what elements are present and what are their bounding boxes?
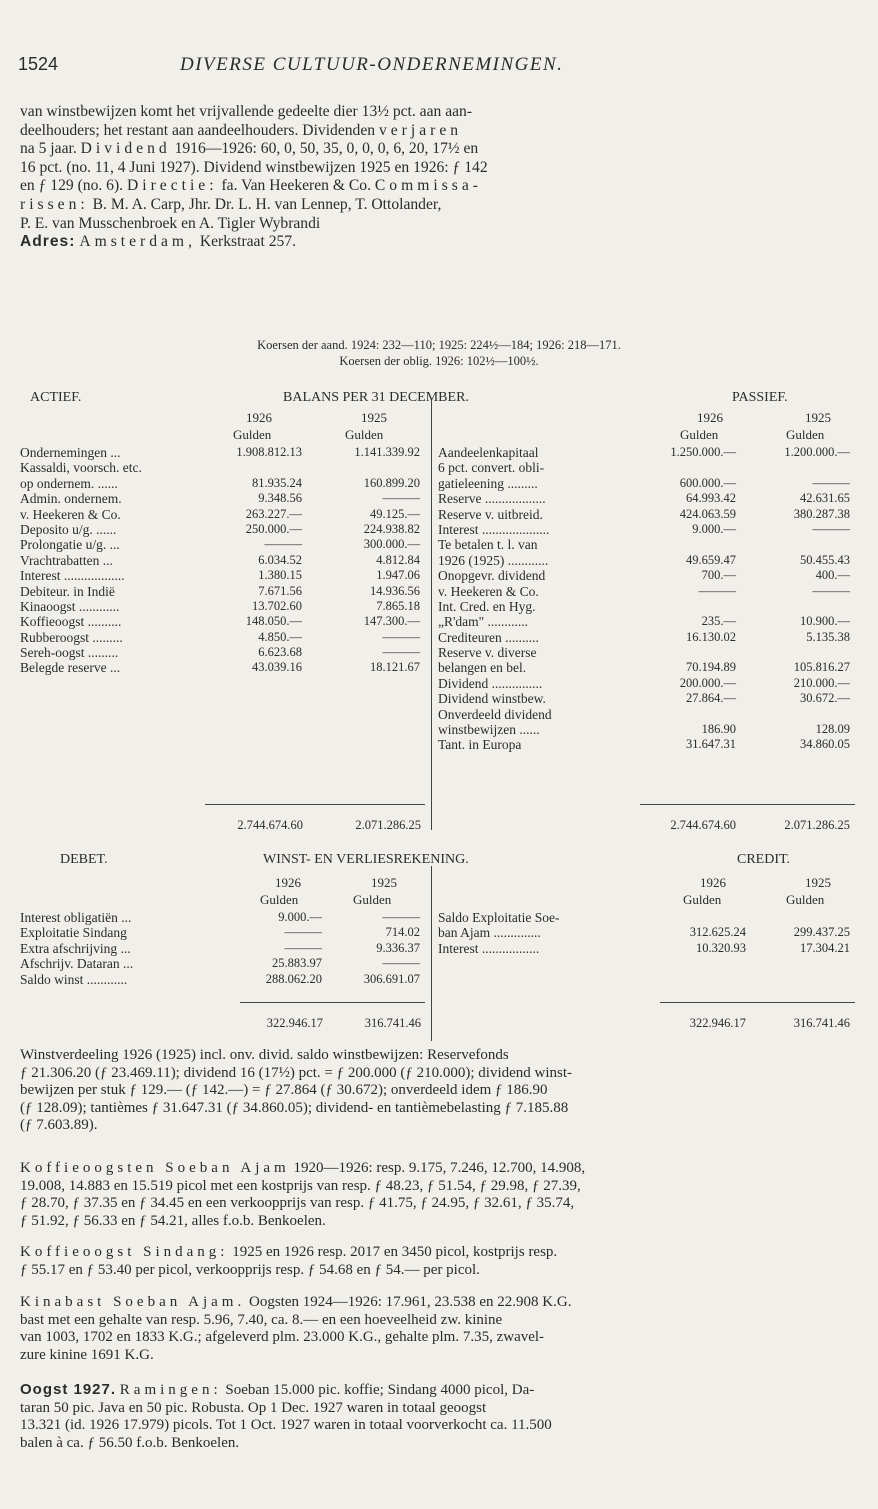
actief-total-1926: 2.744.674.60 (237, 818, 303, 832)
running-title: DIVERSE CULTUUR-ONDERNEMINGEN. (180, 54, 564, 75)
value-1926: ——— (284, 925, 322, 940)
debet-total-1925: 316.741.46 (364, 1016, 421, 1030)
value-1925: 400.— (815, 568, 850, 583)
text-line: 16 pct. (no. 11, 4 Juni 1927). Dividend winstbewijzen 1925 en 1926: ƒ 142 (20, 158, 488, 176)
unit: Gulden (345, 427, 384, 442)
table-row (20, 507, 428, 522)
row-label: Afschrijv. Dataran ... (20, 956, 134, 972)
row-label: Onopgevr. dividend (438, 568, 546, 584)
table-row (438, 460, 858, 475)
row-label: Interest ................. (438, 940, 540, 956)
value-1925: 160.899.20 (363, 475, 420, 490)
value-1926: 6.623.68 (258, 645, 302, 660)
table-row (20, 941, 428, 956)
table-row (20, 445, 428, 460)
text-line: ƒ 21.306.20 (ƒ 23.469.11); dividend 16 (17½) pct. = ƒ 200.000 (ƒ 210.000); dividend winst- (20, 1064, 573, 1081)
koersen-aand: Koersen der aand. 1924: 232—110; 1925: 224½—184; 1926: 218—171. (257, 338, 621, 352)
row-label: Te betalen t. l. van (438, 537, 538, 553)
row-label: Deposito u/g. ...... (20, 521, 117, 537)
credit-total-1926: 322.946.17 (689, 1016, 746, 1030)
value-1925: 714.02 (385, 925, 420, 940)
value-1925: 147.300.— (363, 614, 420, 629)
text-line: 13.321 (id. 1926 17.979) picols. Tot 1 Oct. 1927 waren in totaal voorverkocht ca. 11.500 (20, 1417, 552, 1433)
unit: Gulden (683, 892, 722, 907)
value-1925: 1.200.000.— (784, 445, 850, 459)
value-1926: 263.227.— (245, 506, 302, 521)
passief-total-1925: 2.071.286.25 (784, 818, 850, 832)
row-label: Interest .................. (20, 568, 125, 584)
value-1925: 224.938.82 (363, 521, 420, 536)
row-label: Reserve v. diverse (438, 645, 537, 661)
value-1925: 30.672.— (800, 691, 850, 706)
row-label: 6 pct. convert. obli- (438, 460, 545, 476)
value-1926: 64.993.42 (686, 491, 736, 506)
value-1925: 9.336.37 (376, 940, 420, 955)
row-label: „R'dam" ............ (438, 614, 529, 630)
table-row (20, 910, 428, 925)
passief-total-1926: 2.744.674.60 (670, 818, 736, 832)
table-row (20, 614, 428, 629)
value-1926: 235.— (701, 614, 736, 629)
winst-title: WINST- EN VERLIESREKENING. (263, 852, 469, 867)
year-1925: 1925 (805, 410, 831, 425)
table-row (20, 660, 428, 675)
value-1925: 105.816.27 (793, 660, 850, 675)
value-1925: 128.09 (815, 722, 850, 737)
table-row (20, 553, 428, 568)
value-1926: 9.000.— (278, 910, 322, 924)
table-row (20, 925, 428, 940)
text-line: bast met een gehalte van resp. 5.96, 7.40, ca. 8.— en een hoeveelheid zw. kinine (20, 1311, 503, 1328)
value-1926: 16.130.02 (686, 629, 736, 644)
value-1925: ——— (382, 956, 420, 971)
divider (431, 400, 432, 830)
value-1926: 148.050.— (245, 614, 302, 629)
table-row (20, 476, 428, 491)
text-line: deelhouders; het restant aan aandeelhouders. Dividenden verjaren (20, 121, 463, 139)
intro-paragraph (20, 103, 862, 252)
row-label: winstbewijzen ...... (438, 722, 540, 738)
value-1926: 1.250.000.— (670, 445, 736, 459)
text-line: ƒ 28.70, ƒ 37.35 en ƒ 34.45 en een verkoopprijs van resp. ƒ 41.75, ƒ 24.95, ƒ 32.61, ƒ 35.74, (20, 1195, 575, 1211)
unit: Gulden (786, 427, 825, 442)
page-header (0, 54, 878, 80)
table-row (438, 476, 858, 491)
winstverdeeling-paragraph (20, 1047, 862, 1135)
table-row (438, 691, 858, 706)
table-row (438, 737, 858, 752)
value-1926: 10.320.93 (696, 940, 746, 955)
text-line: Oogst 1927. Ramingen: Soeban 15.000 pic. koffie; Sindang 4000 picol, Da- (20, 1381, 535, 1398)
value-1925: 300.000.— (363, 537, 420, 552)
table-row (20, 491, 428, 506)
row-label: Exploitatie Sindang (20, 925, 127, 941)
credit-title: CREDIT. (737, 852, 791, 867)
row-label: 1926 (1925) ............ (438, 552, 549, 568)
table-row (438, 491, 858, 506)
row-label: op ondernem. ...... (20, 475, 118, 491)
row-label: Belegde reserve ... (20, 660, 121, 676)
row-label: Saldo Exploitatie Soe- (438, 910, 560, 925)
table-row (20, 537, 428, 552)
value-1925: ——— (812, 475, 850, 490)
table-row (20, 460, 428, 475)
table-row (438, 910, 858, 925)
row-label: Koffieoogst .......... (20, 614, 122, 630)
value-1925: 18.121.67 (370, 660, 420, 675)
row-label: Sereh-oogst ......... (20, 645, 119, 661)
text-line: bewijzen per stuk ƒ 129.— (ƒ 142.—) = ƒ 27.864 (ƒ 30.672); onverdeeld idem ƒ 186.90 (20, 1082, 548, 1098)
row-label: gatieleening ......... (438, 475, 538, 491)
row-label: Admin. ondernem. (20, 491, 122, 507)
page-number: 1524 (18, 54, 59, 74)
year-1926: 1926 (700, 875, 726, 890)
value-1925: 49.125.— (370, 506, 420, 521)
credit-table (438, 910, 858, 956)
unit: Gulden (680, 427, 719, 442)
text-line: balen à ca. ƒ 56.50 f.o.b. Benkoelen. (20, 1434, 240, 1451)
table-row (438, 676, 858, 691)
debet-title: DEBET. (60, 852, 108, 867)
year-1926: 1926 (246, 410, 272, 425)
text-line: zure kinine 1691 K.G. (20, 1346, 154, 1363)
table-row (438, 445, 858, 460)
value-1926: 13.702.60 (252, 598, 302, 613)
value-1926: 9.000.— (692, 521, 736, 536)
value-1925: 4.812.84 (376, 552, 420, 567)
text-line: (ƒ 128.09); tantièmes ƒ 31.647.31 (ƒ 34.860.05); dividend- en tantièmebelasting ƒ 7.185.88 (20, 1099, 569, 1116)
value-1925: ——— (812, 583, 850, 598)
value-1926: 4.850.— (258, 629, 302, 644)
table-row (438, 568, 858, 583)
koffie-soeban-paragraph (20, 1160, 862, 1230)
total-rule (660, 1002, 855, 1003)
text-line: rissen: B. M. A. Carp, Jhr. Dr. L. H. van Lennep, T. Ottolander, (20, 195, 442, 213)
debet-total-1926: 322.946.17 (266, 1016, 323, 1030)
divider (431, 866, 432, 1041)
text-line: Koffieoogsten Soeban Ajam 1920—1926: resp. 9.175, 7.246, 12.700, 14.908, (20, 1160, 586, 1176)
row-label: Onverdeeld dividend (438, 706, 552, 722)
table-row (438, 507, 858, 522)
row-label: Extra afschrijving ... (20, 940, 131, 956)
balans-title: BALANS PER 31 DECEMBER. (283, 390, 469, 405)
value-1926: ——— (284, 940, 322, 955)
address-line: Adres: Amsterdam, Kerkstraat 257. (20, 233, 297, 251)
table-row (438, 722, 858, 737)
value-1926: 312.625.24 (689, 925, 746, 940)
row-label: Reserve v. uitbreid. (438, 506, 543, 522)
value-1925: 210.000.— (793, 675, 850, 690)
unit: Gulden (233, 427, 272, 442)
row-label: Kassaldi, voorsch. etc. (20, 460, 142, 476)
value-1925: ——— (382, 910, 420, 924)
row-label: Saldo winst ............ (20, 971, 128, 987)
row-label: Rubberoogst ......... (20, 629, 123, 645)
value-1926: 25.883.97 (272, 956, 322, 971)
row-label: Int. Cred. en Hyg. (438, 598, 536, 614)
table-row (438, 553, 858, 568)
value-1926: 600.000.— (679, 475, 736, 490)
value-1926: 288.062.20 (265, 971, 322, 986)
value-1926: 250.000.— (245, 521, 302, 536)
value-1926: 27.864.— (686, 691, 736, 706)
kinabast-paragraph (20, 1294, 862, 1364)
table-row (20, 522, 428, 537)
text-line: Koffieoogst Sindang: 1925 en 1926 resp. 2017 en 3450 picol, kostprijs resp. (20, 1244, 558, 1260)
table-row (438, 522, 858, 537)
value-1925: 1.141.339.92 (354, 445, 420, 459)
koersen-oblig: Koersen der oblig. 1926: 102½—100½. (339, 354, 539, 368)
table-row (438, 660, 858, 675)
text-line: Winstverdeeling 1926 (1925) incl. onv. divid. saldo winstbewijzen: Reservefonds (20, 1047, 509, 1063)
value-1926: 1.908.812.13 (236, 445, 302, 459)
table-row (20, 645, 428, 660)
passief-title: PASSIEF. (732, 390, 788, 405)
actief-title: ACTIEF. (30, 390, 82, 405)
value-1926: ——— (264, 537, 302, 552)
table-row (20, 599, 428, 614)
unit: Gulden (260, 892, 299, 907)
total-rule (640, 804, 855, 805)
table-row (438, 599, 858, 614)
row-label: Crediteuren .......... (438, 629, 539, 645)
row-label: Ondernemingen ... (20, 445, 121, 460)
value-1925: ——— (382, 629, 420, 644)
value-1926: 43.039.16 (252, 660, 302, 675)
year-1925: 1925 (371, 875, 397, 890)
table-row (438, 707, 858, 722)
actief-total-1925: 2.071.286.25 (355, 818, 421, 832)
text-line: ƒ 51.92, ƒ 56.33 en ƒ 54.21, alles f.o.b. Benkoelen. (20, 1212, 326, 1229)
row-label: Dividend ............... (438, 675, 543, 691)
value-1926: 70.194.89 (686, 660, 736, 675)
value-1926: 1.380.15 (258, 568, 302, 583)
text-line: P. E. van Musschenbroek en A. Tigler Wybrandi (20, 214, 321, 232)
table-row (20, 956, 428, 971)
value-1925: ——— (382, 491, 420, 506)
row-label: v. Heekeren & Co. (20, 506, 121, 522)
debet-table (20, 910, 428, 987)
row-label: Interest obligatiën ... (20, 910, 132, 925)
value-1925: ——— (812, 521, 850, 536)
value-1926: ——— (698, 583, 736, 598)
value-1925: 14.936.56 (370, 583, 420, 598)
row-label: v. Heekeren & Co. (438, 583, 539, 599)
value-1925: 380.287.38 (793, 506, 850, 521)
value-1926: 7.671.56 (258, 583, 302, 598)
oogst-paragraph (20, 1381, 862, 1452)
value-1926: 31.647.31 (686, 737, 736, 752)
table-row (438, 614, 858, 629)
value-1926: 186.90 (701, 722, 736, 737)
value-1926: 81.935.24 (252, 475, 302, 490)
year-1925: 1925 (361, 410, 387, 425)
value-1926: 700.— (701, 568, 736, 583)
value-1926: 49.659.47 (686, 552, 736, 567)
row-label: Dividend winstbew. (438, 691, 546, 707)
table-row (20, 584, 428, 599)
year-1925: 1925 (805, 875, 831, 890)
value-1926: 424.063.59 (679, 506, 736, 521)
value-1925: 34.860.05 (800, 737, 850, 752)
year-1926: 1926 (275, 875, 301, 890)
table-row (20, 972, 428, 987)
text-line: (ƒ 7.603.89). (20, 1117, 98, 1133)
value-1925: 7.865.18 (376, 598, 420, 613)
table-row (438, 925, 858, 940)
row-label: Tant. in Europa (438, 737, 522, 753)
row-label: Debiteur. in Indië (20, 583, 115, 599)
text-line: na 5 jaar. Dividend 1916—1926: 60, 0, 50, 35, 0, 0, 0, 6, 20, 17½ en (20, 140, 479, 158)
value-1925: 50.455.43 (800, 552, 850, 567)
total-rule (205, 804, 425, 805)
row-label: ban Ajam .............. (438, 925, 541, 941)
table-row (438, 630, 858, 645)
value-1925: 306.691.07 (363, 971, 420, 986)
credit-total-1925: 316.741.46 (793, 1016, 850, 1030)
year-1926: 1926 (697, 410, 723, 425)
value-1925: 10.900.— (800, 614, 850, 629)
table-row (20, 568, 428, 583)
passief-table (438, 445, 858, 753)
table-row (20, 630, 428, 645)
total-rule (240, 1002, 425, 1003)
row-label: Prolongatie u/g. ... (20, 537, 120, 553)
value-1925: 42.631.65 (800, 491, 850, 506)
row-label: Aandeelenkapitaal (438, 445, 539, 460)
text-line: van 1003, 1702 en 1833 K.G.; afgeleverd plm. 23.000 K.G., gehalte plm. 7.35, zwavel- (20, 1329, 545, 1345)
text-line: ƒ 55.17 en ƒ 53.40 per picol, verkoopprijs resp. ƒ 54.68 en ƒ 54.— per picol. (20, 1261, 480, 1278)
unit: Gulden (786, 892, 825, 907)
value-1926: 200.000.— (679, 675, 736, 690)
table-row (438, 537, 858, 552)
value-1925: 5.135.38 (806, 629, 850, 644)
text-line: Kinabast Soeban Ajam. Oogsten 1924—1926: 17.961, 23.538 en 22.908 K.G. (20, 1294, 572, 1310)
text-line: en ƒ 129 (no. 6). Directie: fa. Van Heekeren & Co. Commissa- (20, 177, 482, 195)
address-label: Adres: (20, 233, 76, 251)
row-label: Vrachtrabatten ... (20, 552, 113, 568)
row-label: Interest .................... (438, 521, 550, 537)
text-line: van winstbewijzen komt het vrijvallende gedeelte dier 13½ pct. aan aan- (20, 103, 473, 120)
table-row (438, 941, 858, 956)
value-1925: ——— (382, 645, 420, 660)
text-line: 19.008, 14.883 en 15.519 picol met een kostprijs van resp. ƒ 48.23, ƒ 51.54, ƒ 29.98, ƒ 27.39, (20, 1177, 581, 1194)
value-1925: 299.437.25 (793, 925, 850, 940)
table-row (438, 645, 858, 660)
row-label: Kinaoogst ............ (20, 598, 120, 614)
value-1926: 6.034.52 (258, 552, 302, 567)
row-label: Reserve .................. (438, 491, 546, 507)
table-row (438, 584, 858, 599)
value-1925: 17.304.21 (800, 940, 850, 955)
actief-table (20, 445, 428, 676)
koffie-sindang-paragraph (20, 1244, 862, 1279)
row-label: belangen en bel. (438, 660, 527, 676)
unit: Gulden (353, 892, 392, 907)
value-1926: 9.348.56 (258, 491, 302, 506)
text-line: taran 50 pic. Java en 50 pic. Robusta. Op 1 Dec. 1927 waren in totaal geoogst (20, 1399, 487, 1416)
value-1925: 1.947.06 (376, 568, 420, 583)
